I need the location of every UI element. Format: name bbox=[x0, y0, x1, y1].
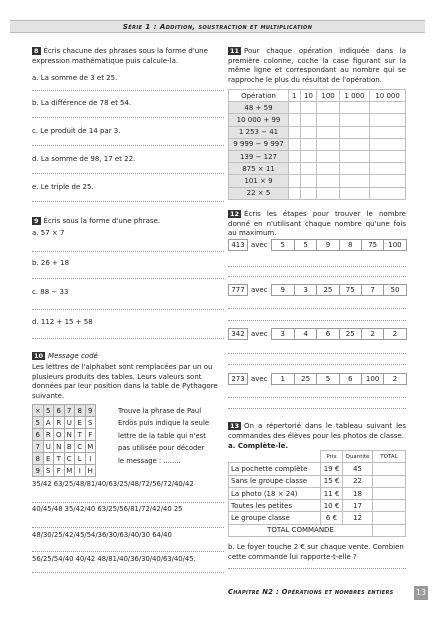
answer-line[interactable] bbox=[32, 551, 224, 552]
checkbox-cell[interactable] bbox=[317, 138, 339, 150]
total-cell[interactable] bbox=[373, 487, 406, 499]
answer-line[interactable] bbox=[32, 201, 224, 202]
grid-cell: 7 bbox=[64, 405, 75, 417]
checkbox-cell[interactable] bbox=[300, 150, 317, 162]
order-qty: 12 bbox=[343, 512, 373, 524]
ex13-part-b: b. Le foyer touche 2 € sur chaque vente. Combien cette commande lui rapporte-t-elle ? bbox=[228, 543, 404, 561]
grid-cell: U bbox=[64, 417, 75, 429]
grid-cell: S bbox=[43, 465, 54, 477]
col-header: 1 bbox=[289, 90, 301, 102]
checkbox-cell[interactable] bbox=[317, 150, 339, 162]
grid-cell: 6 bbox=[33, 429, 44, 441]
grid-cell: A bbox=[43, 417, 54, 429]
grid-cell: T bbox=[54, 453, 65, 465]
order-price: 10 € bbox=[321, 500, 343, 512]
numbers-box: 3 4 6 25 2 2 bbox=[271, 328, 407, 340]
checkbox-cell[interactable] bbox=[339, 175, 369, 187]
checkbox-cell[interactable] bbox=[317, 114, 339, 126]
order-label: Sans le groupe classe bbox=[229, 475, 321, 487]
ex8-item-d: d. La somme de 98, 17 et 22. bbox=[32, 155, 136, 163]
checkbox-cell[interactable] bbox=[370, 102, 406, 114]
operation-cell: 22 × 5 bbox=[229, 187, 289, 199]
code-line: 48/30/25/42/45/54/36/30/63/40/30 64/40 bbox=[32, 531, 172, 539]
grid-cell: B bbox=[64, 441, 75, 453]
grid-cell: 9 bbox=[33, 465, 44, 477]
order-label: La pochette complète bbox=[229, 463, 321, 475]
answer-line[interactable] bbox=[228, 408, 406, 409]
checkbox-cell[interactable] bbox=[317, 163, 339, 175]
target-row bbox=[228, 238, 407, 252]
checkbox-cell[interactable] bbox=[370, 138, 406, 150]
ex10-title: 10 Message codé bbox=[34, 352, 98, 360]
grid-cell: C bbox=[64, 453, 75, 465]
numbers-box: 9 3 25 75 7 50 bbox=[271, 284, 407, 296]
page-number: 13 bbox=[414, 586, 428, 600]
ex9-number: 9 bbox=[34, 217, 39, 225]
order-qty: 17 bbox=[343, 500, 373, 512]
answer-line[interactable] bbox=[228, 320, 406, 321]
order-label: Le groupe classe bbox=[229, 512, 321, 524]
checkbox-cell[interactable] bbox=[289, 114, 301, 126]
page-header-title: Série 1 : Addition, soustraction et multiplication bbox=[122, 22, 313, 31]
answer-line[interactable] bbox=[228, 364, 406, 365]
operation-cell: 101 × 9 bbox=[229, 175, 289, 187]
avec-label: avec bbox=[251, 375, 268, 383]
checkbox-cell[interactable] bbox=[300, 138, 317, 150]
grid-cell: E bbox=[43, 453, 54, 465]
col-header: Prix bbox=[321, 451, 343, 463]
ex9-item-a: a. 57 × 7 bbox=[32, 229, 65, 237]
col-header: Opération bbox=[229, 90, 289, 102]
grid-cell: F bbox=[85, 429, 96, 441]
checkbox-cell[interactable] bbox=[289, 175, 301, 187]
col-header: 100 bbox=[317, 90, 339, 102]
checkbox-cell[interactable] bbox=[370, 187, 406, 199]
checkbox-cell[interactable] bbox=[370, 126, 406, 138]
ex9-item-c: c. 88 − 33 bbox=[32, 288, 69, 296]
ex8-item-e: e. Le triple de 25. bbox=[32, 183, 94, 191]
col-header: Quantité bbox=[343, 451, 373, 463]
total-cell[interactable] bbox=[373, 463, 406, 475]
checkbox-cell[interactable] bbox=[300, 175, 317, 187]
total-cell[interactable] bbox=[373, 475, 406, 487]
checkbox-cell[interactable] bbox=[289, 102, 301, 114]
grid-cell: O bbox=[54, 429, 65, 441]
ex8-item-b: b. La différence de 78 et 54. bbox=[32, 99, 132, 107]
order-price: 19 € bbox=[321, 463, 343, 475]
code-line: 40/45/48 35/42/40 63/25/56/81/72/42/40 25 bbox=[32, 505, 183, 513]
grid-cell: S bbox=[85, 417, 96, 429]
order-qty: 22 bbox=[343, 475, 373, 487]
answer-line[interactable] bbox=[32, 309, 224, 310]
ex13-number: 13 bbox=[230, 422, 240, 430]
order-price: 11 € bbox=[321, 487, 343, 499]
checkbox-cell[interactable] bbox=[339, 102, 369, 114]
header-band bbox=[10, 20, 425, 33]
target-number: 342 bbox=[228, 328, 248, 340]
operation-cell: 1 253 − 41 bbox=[229, 126, 289, 138]
operations-table bbox=[228, 89, 406, 200]
checkbox-cell[interactable] bbox=[289, 138, 301, 150]
checkbox-cell[interactable] bbox=[300, 126, 317, 138]
col-header: 10 000 bbox=[370, 90, 406, 102]
footer bbox=[228, 586, 428, 600]
order-price: 6 € bbox=[321, 512, 343, 524]
grid-cell: 5 bbox=[33, 417, 44, 429]
answer-line[interactable] bbox=[32, 251, 224, 252]
checkbox-cell[interactable] bbox=[300, 114, 317, 126]
ex10-number: 10 bbox=[34, 352, 44, 360]
avec-label: avec bbox=[251, 241, 268, 249]
total-cell[interactable] bbox=[373, 500, 406, 512]
code-line: 56/25/54/40 40/42 48/81/40/36/30/40/63/40/45. bbox=[32, 555, 196, 563]
ex11-number: 11 bbox=[230, 47, 240, 55]
checkbox-cell[interactable] bbox=[317, 102, 339, 114]
col-header: TOTAL bbox=[373, 451, 406, 463]
target-row bbox=[228, 372, 407, 386]
code-line: 35/42 63/25/48/81/40/63/25/48/72/56/72/40/42 bbox=[32, 480, 194, 488]
avec-label: avec bbox=[251, 286, 268, 294]
ex12-instruction: 12 Écris les étapes pour trouver le nombre donné en n'utilisant chaque nombre qu'une fois au maximum. bbox=[228, 210, 406, 237]
answer-line[interactable] bbox=[32, 572, 224, 573]
answer-line[interactable] bbox=[32, 527, 224, 528]
answer-line[interactable] bbox=[228, 276, 406, 277]
grid-cell: M bbox=[85, 441, 96, 453]
checkbox-cell[interactable] bbox=[339, 163, 369, 175]
grid-cell: M bbox=[64, 465, 75, 477]
checkbox-cell[interactable] bbox=[317, 175, 339, 187]
operation-cell: 48 + 59 bbox=[229, 102, 289, 114]
target-row bbox=[228, 283, 407, 297]
answer-line[interactable] bbox=[32, 502, 224, 503]
order-label: Toutes les petites bbox=[229, 500, 321, 512]
col-header: 10 bbox=[300, 90, 317, 102]
target-row bbox=[228, 327, 407, 341]
order-qty: 18 bbox=[343, 487, 373, 499]
ex11-instruction: 11 Pour chaque opération indiquée dans la première colonne, coche la case figurant sur la même ligne et correspondant au nombre qui se rapproche le plus du résultat de l'opération. bbox=[228, 47, 406, 84]
order-label: La photo (18 × 24) bbox=[229, 487, 321, 499]
operation-cell: 10 000 + 99 bbox=[229, 114, 289, 126]
pythagore-table bbox=[32, 404, 96, 477]
checkbox-cell[interactable] bbox=[339, 114, 369, 126]
orders-table bbox=[228, 450, 406, 537]
checkbox-cell[interactable] bbox=[289, 150, 301, 162]
checkbox-cell[interactable] bbox=[370, 163, 406, 175]
answer-line[interactable] bbox=[228, 308, 406, 309]
answer-line[interactable] bbox=[228, 397, 406, 398]
grid-cell: 8 bbox=[75, 405, 86, 417]
numbers-box: 5 5 9 8 75 100 bbox=[271, 239, 407, 251]
ex10-instruction: Les lettres de l'alphabet sont remplacées par un ou plusieurs produits des tables. Leurs valeurs sont données par leur position dans la table de Pythagore suivante. bbox=[32, 363, 218, 400]
left-column bbox=[32, 44, 224, 589]
chapter-title: Chapitre N2 : Opérations et nombres entiers bbox=[228, 588, 394, 596]
grid-cell: 6 bbox=[54, 405, 65, 417]
grid-cell: C bbox=[75, 441, 86, 453]
operation-cell: 139 − 127 bbox=[229, 150, 289, 162]
answer-line[interactable] bbox=[32, 338, 224, 339]
grid-cell: R bbox=[54, 417, 65, 429]
operation-cell: 875 × 11 bbox=[229, 163, 289, 175]
ex13-instruction: 13 On a répertorié dans le tableau suivant les commandes des élèves pour les photos de classe. bbox=[228, 422, 406, 440]
grid-cell: F bbox=[54, 465, 65, 477]
ex9-item-d: d. 112 + 15 + 58 bbox=[32, 318, 93, 326]
checkbox-cell[interactable] bbox=[289, 163, 301, 175]
checkbox-cell[interactable] bbox=[339, 150, 369, 162]
grid-cell: I bbox=[85, 453, 96, 465]
numbers-box: 1 25 5 6 100 2 bbox=[271, 373, 407, 385]
total-order-cell[interactable] bbox=[373, 524, 406, 536]
ex8-instruction: 8 Écris chacune des phrases sous la forme d'une expression mathématique puis calcule-la. bbox=[32, 47, 208, 65]
operation-cell: 9 999 − 9 997 bbox=[229, 138, 289, 150]
avec-label: avec bbox=[251, 330, 268, 338]
answer-line[interactable] bbox=[32, 117, 224, 118]
grid-cell: I bbox=[75, 465, 86, 477]
grid-cell: 8 bbox=[33, 453, 44, 465]
answer-line[interactable] bbox=[228, 266, 406, 267]
checkbox-cell[interactable] bbox=[317, 187, 339, 199]
total-order-label: TOTAL COMMANDE bbox=[229, 524, 373, 536]
grid-cell: R bbox=[43, 429, 54, 441]
ex8-item-a: a. La somme de 3 et 25. bbox=[32, 74, 118, 82]
grid-cell: 7 bbox=[33, 441, 44, 453]
grid-cell: H bbox=[85, 465, 96, 477]
ex13-part-a: a. Complète-le. bbox=[228, 442, 289, 450]
checkbox-cell[interactable] bbox=[300, 102, 317, 114]
checkbox-cell[interactable] bbox=[370, 175, 406, 187]
ex8-item-c: c. Le produit de 14 par 3. bbox=[32, 127, 121, 135]
checkbox-cell[interactable] bbox=[339, 138, 369, 150]
ex12-number: 12 bbox=[230, 210, 240, 218]
checkbox-cell[interactable] bbox=[370, 150, 406, 162]
order-price: 15 € bbox=[321, 475, 343, 487]
ex8-number: 8 bbox=[34, 47, 39, 55]
grid-cell: N bbox=[54, 441, 65, 453]
target-number: 777 bbox=[228, 284, 248, 296]
grid-cell: N bbox=[64, 429, 75, 441]
answer-line[interactable] bbox=[228, 353, 406, 354]
grid-cell: E bbox=[75, 417, 86, 429]
grid-cell: U bbox=[43, 441, 54, 453]
checkbox-cell[interactable] bbox=[339, 187, 369, 199]
answer-line[interactable] bbox=[32, 145, 224, 146]
target-number: 413 bbox=[228, 239, 248, 251]
checkbox-cell[interactable] bbox=[317, 126, 339, 138]
checkbox-cell[interactable] bbox=[289, 187, 301, 199]
answer-line[interactable] bbox=[32, 278, 224, 279]
checkbox-cell[interactable] bbox=[289, 126, 301, 138]
checkbox-cell[interactable] bbox=[339, 126, 369, 138]
ex9-item-b: b. 26 + 18 bbox=[32, 259, 70, 267]
col-header: 1 000 bbox=[339, 90, 369, 102]
grid-cell: × bbox=[33, 405, 44, 417]
ex10-side-text: Trouve la phrase de Paul Erdös puis indique la seule lettre de la table qui n'est pas utilisée pour décoder le message : ........ bbox=[118, 407, 210, 465]
grid-cell: L bbox=[75, 453, 86, 465]
grid-cell: T bbox=[75, 429, 86, 441]
answer-line[interactable] bbox=[32, 173, 224, 174]
answer-line[interactable] bbox=[32, 90, 224, 91]
answer-line[interactable] bbox=[228, 568, 406, 569]
right-column bbox=[228, 44, 406, 589]
col-header bbox=[229, 451, 321, 463]
grid-cell: 5 bbox=[43, 405, 54, 417]
checkbox-cell[interactable] bbox=[300, 187, 317, 199]
order-qty: 45 bbox=[343, 463, 373, 475]
checkbox-cell[interactable] bbox=[300, 163, 317, 175]
ex9-instruction: 9 Écris sous la forme d'une phrase. bbox=[34, 217, 161, 225]
total-cell[interactable] bbox=[373, 512, 406, 524]
checkbox-cell[interactable] bbox=[370, 114, 406, 126]
grid-cell: 9 bbox=[85, 405, 96, 417]
target-number: 273 bbox=[228, 373, 248, 385]
